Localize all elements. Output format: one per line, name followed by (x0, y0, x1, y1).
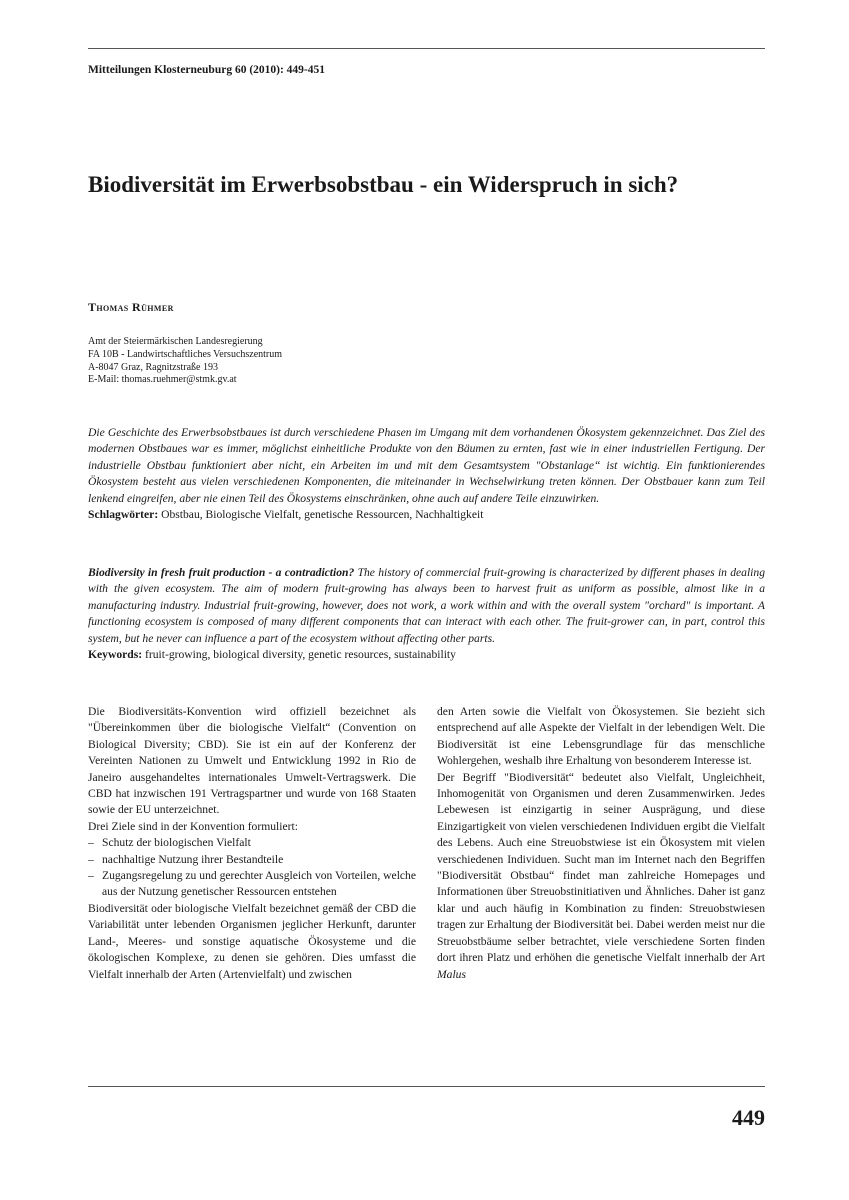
author-last-name: Rühmer (132, 300, 174, 314)
body-paragraph (437, 770, 765, 983)
list-item: – Schutz der biologischen Vielfalt (88, 835, 416, 851)
body-paragraph: Drei Ziele sind in der Konvention formuliert: (88, 819, 298, 833)
body-column-left (88, 704, 416, 983)
abstract-english (88, 565, 765, 663)
keywords-german: Obstbau, Biologische Vielfalt, genetische Ressourcen, Nachhaltigkeit (161, 508, 484, 522)
keywords-english: fruit-growing, biological diversity, genetic resources, sustainability (145, 648, 456, 662)
abstract-english-title: Biodiversity in fresh fruit production - a contradiction? (88, 566, 355, 579)
keywords-english-label: Keywords: (88, 648, 143, 662)
page-number: 449 (732, 1105, 765, 1130)
affiliation-email: E-Mail: thomas.ruehmer@stmk.gv.at (88, 374, 237, 386)
body-paragraph: den Arten sowie die Vielfalt von Ökosystemen. Sie bezieht sich entsprechend auf alle Aspekte der Vielfalt in der lebendigen Welt. Die Biodiversität ist eine Lebensgrundlage für das menschliche Wohlergehen, weshalb ihre Erhaltung von besonderem Interesse ist. (437, 705, 765, 768)
body-column-right (437, 704, 765, 983)
affiliation-line: FA 10B - Landwirtschaftliches Versuchszentrum (88, 348, 283, 360)
author-first-name: Thomas (88, 300, 129, 314)
top-rule (88, 48, 765, 49)
genus-name: Malus (437, 967, 466, 981)
bottom-rule (88, 1086, 765, 1087)
list-item: – Zugangsregelung zu und gerechter Ausgleich von Vorteilen, welche aus der Nutzung genetischer Ressourcen entstehen (88, 868, 416, 901)
affiliation-line: Amt der Steiermärkischen Landesregierung (88, 336, 263, 347)
article-title: Biodiversität im Erwerbsobstbau - ein Widerspruch in sich? (88, 172, 679, 197)
body-paragraph-text: Der Begriff "Biodiversität“ bedeutet also Vielfalt, Ungleichheit, Inhomogenität von Organismen und deren Zusammenwirken. Jedes Lebewesen ist einzigartig in seiner Ausprägung, und diese Einzigartigkeit von vielen verschiedenen Individuen ergibt die Vielfalt des Lebens. Auch eine Streuobstwiese ist ein Ökosystem mit vielen verschiedenen Individuen. Sucht man im Internet nach den Begriffen "Biodiversität Obstbau“ findet man zahlreiche Homepages und Informationen über Streuobstinitiativen und Ähnliches. Daher ist ganz klar und auch häufig in Kombination zu finden: Streuobstwiesen tragen zur Erhaltung der Biodiversität bei. Dabei werden meist nur die Streuobstbäume selber betrachtet, viele verschiedene Sorten finden dort ihren Platz und erhöhen die genetische Vielfalt innerhalb der Art (437, 770, 765, 965)
body-paragraph: Die Biodiversitäts-Konvention wird offiziell bezeichnet als "Übereinkommen über die biologische Vielfalt“ (Convention on Biological Diversity; CBD). Sie ist ein auf der Konferenz der Vereinten Nationen zu Umwelt und Entwicklung 1992 in Rio de Janeiro ausgehandeltes internationales Umwelt-Vertragswerk. Die CBD hat inzwischen 191 Vertragspartner und wurde von 168 Staaten sowie der EU unterzeichnet. (88, 705, 416, 817)
goals-list (88, 835, 416, 901)
abstract-german (88, 425, 765, 523)
author-affiliation (88, 336, 282, 387)
list-item: – nachhaltige Nutzung ihrer Bestandteile (88, 852, 416, 868)
affiliation-line: A-8047 Graz, Ragnitzstraße 193 (88, 361, 218, 373)
journal-citation: Mitteilungen Klosterneuburg 60 (2010): 449-451 (88, 64, 326, 76)
keywords-german-label: Schlagwörter: (88, 508, 159, 522)
abstract-german-text: Die Geschichte des Erwerbsobstbaues ist durch verschiedene Phasen im Umgang mit dem vorhandenen Ökosystem gekennzeichnet. Das Ziel des modernen Obstbaues war es immer, möglichst einheitliche Produkte von den Bäumen zu ernten, fast wie in einer industriellen Fertigung. Der industrielle Obstbau funktioniert aber nicht, ein Arbeiten im und mit dem Gesamtsystem "Obstanlage“ ist wichtig. Ein funktionierendes Ökosystem besteht aus vielen verschiedenen Komponenten, die miteinander in Wechselwirkung treten können. Der Obstbauer kann zum Teil lenkend eingreifen, aber nie einen Teil des Ökosystems einschränken, ohne auch auf andere Teile einzuwirken. (88, 426, 765, 505)
author-name (88, 300, 174, 315)
body-paragraph: Biodiversität oder biologische Vielfalt bezeichnet gemäß der CBD die Variabilität unter lebenden Organismen jeglicher Herkunft, darunter Land-, Meeres- und sonstige aquatische Ökosysteme und die ökologischen Komplexe, zu denen sie gehören. Dies umfasst die Vielfalt innerhalb der Arten (Artenvielfalt) und zwischen (88, 901, 416, 981)
abstract-english-text: The history of commercial fruit-growing is characterized by different phases in dealing with the given ecosystem. The aim of modern fruit-growing has always been to harvest fruit as uniform as possible, almost like in a manufacturing industry. Industrial fruit-growing, however, does not work, a work within and with the overall system "orchard" is important. A functioning ecosystem is composed of many different components that can interact with each other. The fruit-grower can, in part, control this system, but he never can influence a part of the ecosystem without affecting other parts. (88, 566, 765, 645)
